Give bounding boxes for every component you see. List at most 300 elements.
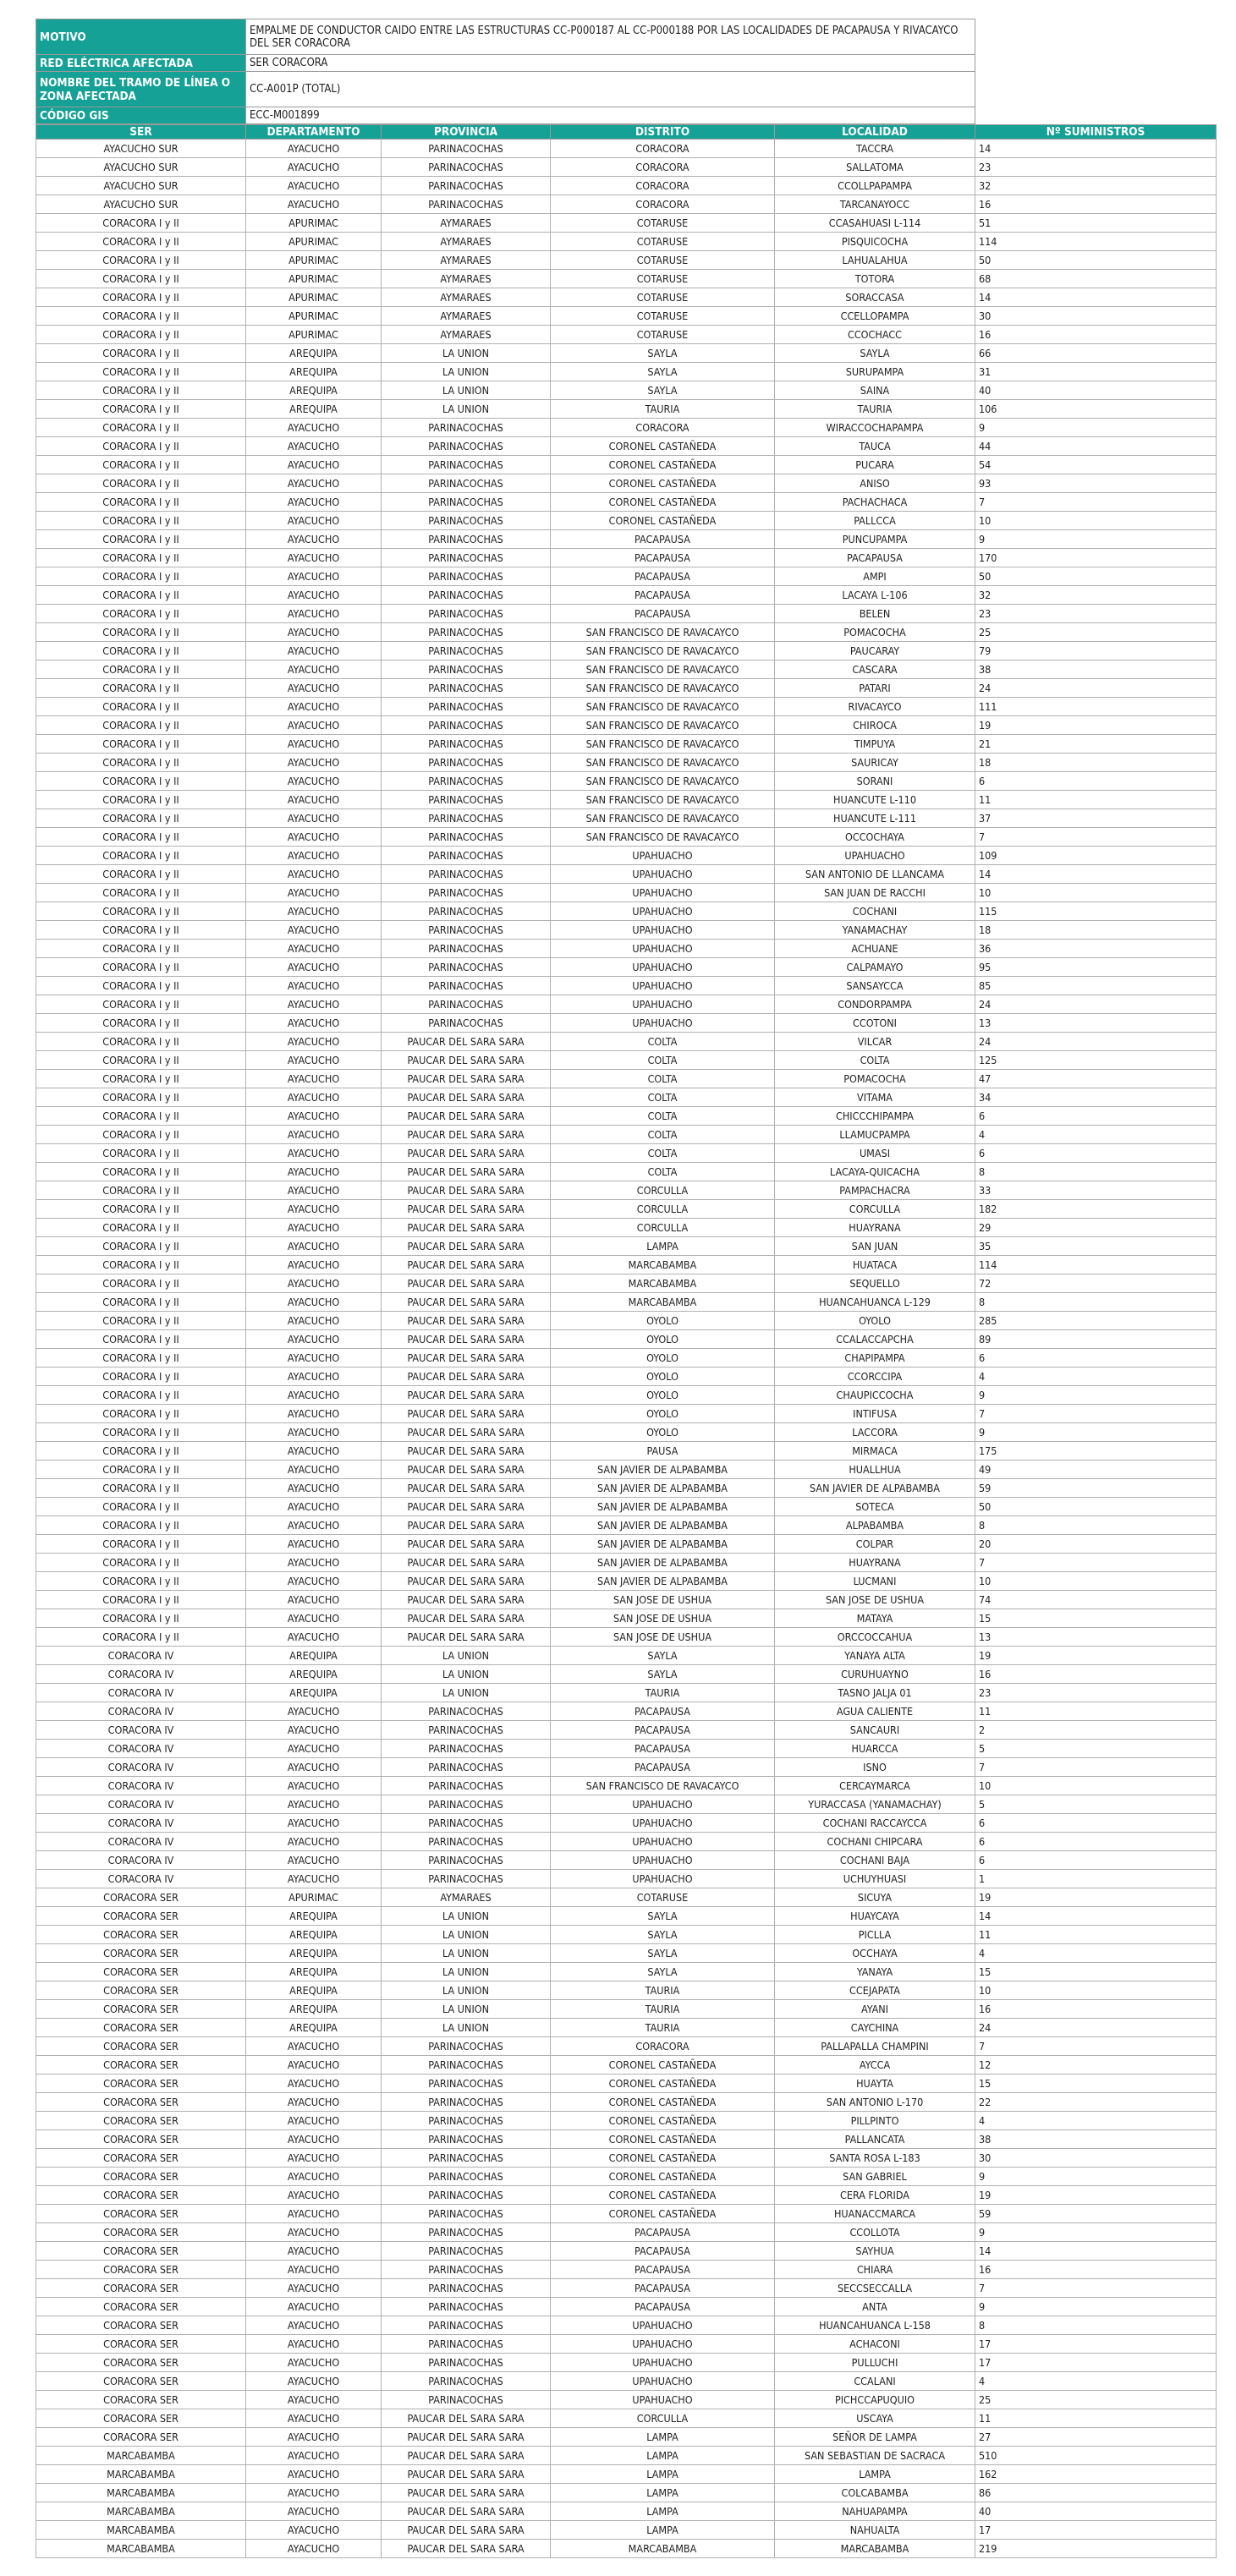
table-row	[36, 1535, 1217, 1554]
cell-ser: CORACORA SER	[36, 2316, 246, 2335]
cell-departamento: APURIMAC	[246, 233, 382, 251]
cell-provincia: AYMARAES	[382, 288, 551, 307]
cell-departamento: AYACUCHO	[246, 474, 382, 493]
cell-provincia: LA UNION	[382, 1647, 551, 1665]
cell-provincia: PAUCAR DEL SARA SARA	[382, 1163, 551, 1181]
cell-distrito: SAYLA	[551, 1944, 775, 1963]
cell-distrito: SAN FRANCISCO DE RAVACAYCO	[551, 772, 775, 791]
table-row	[36, 567, 1217, 586]
cell-provincia: PAUCAR DEL SARA SARA	[382, 1293, 551, 1312]
cell-distrito: SAYLA	[551, 1907, 775, 1926]
cell-distrito: COTARUSE	[551, 326, 775, 344]
cell-departamento: AYACUCHO	[246, 2298, 382, 2316]
cell-distrito: COLTA	[551, 1088, 775, 1107]
cell-ser: MARCABAMBA	[36, 2521, 246, 2540]
info-label: RED ELÉCTRICA AFECTADA	[36, 55, 246, 72]
cell-distrito: PACAPAUSA	[551, 2242, 775, 2261]
cell-suministros: 22	[975, 2093, 1217, 2112]
cell-distrito: UPAHUACHO	[551, 847, 775, 865]
table-row	[36, 791, 1217, 809]
cell-distrito: PACAPAUSA	[551, 1758, 775, 1777]
cell-distrito: UPAHUACHO	[551, 995, 775, 1014]
cell-provincia: PARINACOCHAS	[382, 735, 551, 754]
table-row	[36, 2409, 1217, 2428]
cell-provincia: LA UNION	[382, 400, 551, 419]
cell-suministros: 19	[975, 1647, 1217, 1665]
cell-suministros: 7	[975, 1758, 1217, 1777]
cell-provincia: PAUCAR DEL SARA SARA	[382, 1554, 551, 1572]
cell-departamento: AYACUCHO	[246, 2168, 382, 2186]
table-row	[36, 512, 1217, 530]
cell-suministros: 95	[975, 958, 1217, 977]
info-value: ECC-M001899	[246, 107, 975, 124]
cell-provincia: PAUCAR DEL SARA SARA	[382, 1144, 551, 1163]
cell-provincia: PAUCAR DEL SARA SARA	[382, 1274, 551, 1293]
cell-localidad: TARCANAYOCC	[775, 195, 975, 214]
cell-departamento: AYACUCHO	[246, 1163, 382, 1181]
table-row	[36, 735, 1217, 754]
cell-ser: CORACORA I y II	[36, 1070, 246, 1088]
cell-localidad: LAMPA	[775, 2465, 975, 2484]
cell-ser: CORACORA I y II	[36, 233, 246, 251]
table-row	[36, 233, 1217, 251]
cell-suministros: 109	[975, 847, 1217, 865]
cell-ser: CORACORA SER	[36, 2428, 246, 2447]
cell-departamento: AYACUCHO	[246, 2502, 382, 2521]
table-row	[36, 288, 1217, 307]
table-row	[36, 2502, 1217, 2521]
cell-provincia: PARINACOCHAS	[382, 2223, 551, 2242]
cell-distrito: CORONEL CASTAÑEDA	[551, 2130, 775, 2149]
table-row	[36, 847, 1217, 865]
cell-ser: CORACORA I y II	[36, 642, 246, 660]
cell-localidad: PALLCCA	[775, 512, 975, 530]
cell-distrito: CORCULLA	[551, 1200, 775, 1219]
table-row	[36, 2168, 1217, 2186]
cell-distrito: CORONEL CASTAÑEDA	[551, 2075, 775, 2093]
cell-localidad: MARCABAMBA	[775, 2540, 975, 2558]
cell-suministros: 50	[975, 567, 1217, 586]
cell-departamento: AYACUCHO	[246, 2391, 382, 2409]
cell-distrito: COTARUSE	[551, 251, 775, 270]
cell-provincia: PARINACOCHAS	[382, 2093, 551, 2112]
table-row	[36, 1051, 1217, 1070]
cell-departamento: AYACUCHO	[246, 140, 382, 158]
cell-ser: CORACORA IV	[36, 1758, 246, 1777]
cell-provincia: PARINACOCHAS	[382, 2391, 551, 2409]
cell-suministros: 72	[975, 1274, 1217, 1293]
cell-localidad: SOTECA	[775, 1498, 975, 1516]
cell-distrito: SAN FRANCISCO DE RAVACAYCO	[551, 623, 775, 642]
cell-suministros: 16	[975, 195, 1217, 214]
cell-localidad: SORACCASA	[775, 288, 975, 307]
cell-suministros: 25	[975, 2391, 1217, 2409]
cell-distrito: LAMPA	[551, 2521, 775, 2540]
cell-provincia: PAUCAR DEL SARA SARA	[382, 2447, 551, 2465]
cell-ser: CORACORA I y II	[36, 1274, 246, 1293]
table-row	[36, 2428, 1217, 2447]
cell-distrito: SAN JAVIER DE ALPABAMBA	[551, 1516, 775, 1535]
cell-distrito: UPAHUACHO	[551, 902, 775, 921]
cell-provincia: PARINACOCHAS	[382, 1014, 551, 1033]
cell-provincia: PAUCAR DEL SARA SARA	[382, 2409, 551, 2428]
cell-localidad: HUAYRANA	[775, 1554, 975, 1572]
cell-ser: CORACORA I y II	[36, 1144, 246, 1163]
cell-distrito: PACAPAUSA	[551, 530, 775, 549]
cell-departamento: AYACUCHO	[246, 2428, 382, 2447]
cell-suministros: 4	[975, 1944, 1217, 1963]
cell-provincia: AYMARAES	[382, 1888, 551, 1907]
cell-localidad: YANAMACHAY	[775, 921, 975, 940]
cell-distrito: SAN FRANCISCO DE RAVACAYCO	[551, 642, 775, 660]
info-row	[36, 107, 975, 124]
cell-suministros: 38	[975, 2130, 1217, 2149]
cell-localidad: SAN JAVIER DE ALPABAMBA	[775, 1479, 975, 1498]
cell-ser: CORACORA SER	[36, 1981, 246, 2000]
cell-departamento: AYACUCHO	[246, 2409, 382, 2428]
cell-localidad: COCHANI RACCAYCCA	[775, 1814, 975, 1833]
cell-suministros: 31	[975, 363, 1217, 381]
cell-localidad: CCOCHACC	[775, 326, 975, 344]
cell-distrito: CORONEL CASTAÑEDA	[551, 2205, 775, 2223]
cell-provincia: PARINACOCHAS	[382, 884, 551, 902]
cell-ser: CORACORA I y II	[36, 530, 246, 549]
cell-distrito: TAURIA	[551, 400, 775, 419]
cell-suministros: 125	[975, 1051, 1217, 1070]
cell-provincia: LA UNION	[382, 1963, 551, 1981]
table-row	[36, 902, 1217, 921]
cell-suministros: 10	[975, 1981, 1217, 2000]
cell-localidad: PAMPACHACRA	[775, 1181, 975, 1200]
table-row	[36, 586, 1217, 605]
cell-distrito: PACAPAUSA	[551, 567, 775, 586]
cell-localidad: COCHANI BAJA	[775, 1851, 975, 1870]
cell-distrito: OYOLO	[551, 1367, 775, 1386]
cell-departamento: AYACUCHO	[246, 512, 382, 530]
cell-suministros: 11	[975, 791, 1217, 809]
cell-suministros: 49	[975, 1461, 1217, 1479]
cell-distrito: CORONEL CASTAÑEDA	[551, 2056, 775, 2075]
cell-distrito: SAYLA	[551, 363, 775, 381]
table-row	[36, 195, 1217, 214]
cell-provincia: PAUCAR DEL SARA SARA	[382, 1479, 551, 1498]
table-row	[36, 2279, 1217, 2298]
cell-suministros: 23	[975, 605, 1217, 623]
cell-localidad: PAUCARAY	[775, 642, 975, 660]
cell-suministros: 17	[975, 2521, 1217, 2540]
cell-departamento: AYACUCHO	[246, 1740, 382, 1758]
cell-provincia: PARINACOCHAS	[382, 828, 551, 847]
cell-localidad: COCHANI	[775, 902, 975, 921]
cell-distrito: SAN FRANCISCO DE RAVACAYCO	[551, 735, 775, 754]
cell-localidad: MIRMACA	[775, 1442, 975, 1461]
cell-departamento: AYACUCHO	[246, 1442, 382, 1461]
cell-provincia: PAUCAR DEL SARA SARA	[382, 1033, 551, 1051]
cell-provincia: PARINACOCHAS	[382, 679, 551, 698]
cell-provincia: PARINACOCHAS	[382, 1702, 551, 1721]
cell-distrito: UPAHUACHO	[551, 1870, 775, 1888]
cell-departamento: AYACUCHO	[246, 754, 382, 772]
cell-departamento: AYACUCHO	[246, 1702, 382, 1721]
cell-departamento: AYACUCHO	[246, 1181, 382, 1200]
cell-ser: CORACORA I y II	[36, 474, 246, 493]
cell-localidad: OCCHAYA	[775, 1944, 975, 1963]
table-header-row	[36, 125, 1217, 140]
cell-provincia: LA UNION	[382, 1944, 551, 1963]
cell-distrito: SAYLA	[551, 344, 775, 363]
header-suministros: Nº SUMINISTROS	[975, 125, 1217, 140]
cell-departamento: AYACUCHO	[246, 884, 382, 902]
table-row	[36, 865, 1217, 884]
cell-suministros: 114	[975, 233, 1217, 251]
cell-departamento: AYACUCHO	[246, 549, 382, 567]
table-row	[36, 1777, 1217, 1795]
table-row	[36, 828, 1217, 847]
table-row	[36, 754, 1217, 772]
cell-ser: CORACORA I y II	[36, 660, 246, 679]
cell-provincia: PARINACOCHAS	[382, 2075, 551, 2093]
cell-localidad: SAN ANTONIO DE LLANCAMA	[775, 865, 975, 884]
cell-departamento: AYACUCHO	[246, 977, 382, 995]
cell-localidad: LUCMANI	[775, 1572, 975, 1591]
cell-departamento: AYACUCHO	[246, 2149, 382, 2168]
cell-localidad: PULLUCHI	[775, 2354, 975, 2372]
cell-provincia: PARINACOCHAS	[382, 958, 551, 977]
cell-suministros: 59	[975, 2205, 1217, 2223]
incident-info-table	[36, 19, 975, 124]
cell-suministros: 16	[975, 326, 1217, 344]
cell-ser: CORACORA IV	[36, 1740, 246, 1758]
cell-ser: CORACORA SER	[36, 1944, 246, 1963]
cell-distrito: UPAHUACHO	[551, 940, 775, 958]
cell-distrito: COLTA	[551, 1126, 775, 1144]
cell-departamento: APURIMAC	[246, 307, 382, 326]
cell-ser: CORACORA I y II	[36, 1516, 246, 1535]
cell-ser: CORACORA I y II	[36, 549, 246, 567]
table-row	[36, 1256, 1217, 1274]
cell-localidad: PACAPAUSA	[775, 549, 975, 567]
cell-ser: CORACORA I y II	[36, 270, 246, 288]
info-value: SER CORACORA	[246, 55, 975, 72]
cell-localidad: HUARCCA	[775, 1740, 975, 1758]
table-row	[36, 809, 1217, 828]
cell-suministros: 25	[975, 623, 1217, 642]
cell-distrito: CORACORA	[551, 158, 775, 177]
cell-suministros: 24	[975, 679, 1217, 698]
cell-departamento: AYACUCHO	[246, 2205, 382, 2223]
cell-distrito: UPAHUACHO	[551, 1851, 775, 1870]
cell-departamento: AYACUCHO	[246, 1628, 382, 1647]
table-row	[36, 884, 1217, 902]
cell-distrito: SAYLA	[551, 1926, 775, 1944]
cell-departamento: AYACUCHO	[246, 2354, 382, 2372]
cell-suministros: 24	[975, 1033, 1217, 1051]
cell-ser: CORACORA I y II	[36, 977, 246, 995]
cell-ser: CORACORA I y II	[36, 307, 246, 326]
cell-provincia: LA UNION	[382, 1926, 551, 1944]
cell-localidad: PICHCCAPUQUIO	[775, 2391, 975, 2409]
cell-suministros: 59	[975, 1479, 1217, 1498]
cell-localidad: HUAYRANA	[775, 1219, 975, 1237]
cell-ser: CORACORA SER	[36, 2279, 246, 2298]
cell-suministros: 30	[975, 307, 1217, 326]
cell-distrito: PAUSA	[551, 1442, 775, 1461]
cell-localidad: HUANCAHUANCA L-158	[775, 2316, 975, 2335]
cell-ser: CORACORA I y II	[36, 679, 246, 698]
cell-ser: CORACORA I y II	[36, 437, 246, 456]
cell-provincia: PAUCAR DEL SARA SARA	[382, 2540, 551, 2558]
cell-provincia: PARINACOCHAS	[382, 772, 551, 791]
cell-localidad: HUAYTA	[775, 2075, 975, 2093]
cell-distrito: UPAHUACHO	[551, 977, 775, 995]
cell-departamento: AYACUCHO	[246, 177, 382, 195]
cell-localidad: LLAMUCPAMPA	[775, 1126, 975, 1144]
cell-suministros: 16	[975, 2261, 1217, 2279]
cell-provincia: LA UNION	[382, 1684, 551, 1702]
cell-departamento: AYACUCHO	[246, 809, 382, 828]
cell-suministros: 11	[975, 1702, 1217, 1721]
cell-provincia: PAUCAR DEL SARA SARA	[382, 1386, 551, 1405]
cell-localidad: ANTA	[775, 2298, 975, 2316]
cell-departamento: AREQUIPA	[246, 1684, 382, 1702]
cell-ser: CORACORA I y II	[36, 363, 246, 381]
table-row	[36, 1628, 1217, 1647]
cell-ser: CORACORA IV	[36, 1870, 246, 1888]
cell-departamento: AYACUCHO	[246, 456, 382, 474]
cell-provincia: PAUCAR DEL SARA SARA	[382, 1535, 551, 1554]
cell-suministros: 32	[975, 586, 1217, 605]
cell-departamento: AREQUIPA	[246, 1665, 382, 1684]
info-row	[36, 72, 975, 107]
cell-localidad: PILLPINTO	[775, 2112, 975, 2130]
cell-provincia: PARINACOCHAS	[382, 1777, 551, 1795]
cell-distrito: CORACORA	[551, 419, 775, 437]
cell-localidad: CHIROCA	[775, 716, 975, 735]
table-row	[36, 2205, 1217, 2223]
table-row	[36, 1144, 1217, 1163]
table-row	[36, 1200, 1217, 1219]
table-row	[36, 270, 1217, 288]
cell-ser: CORACORA I y II	[36, 1051, 246, 1070]
cell-suministros: 6	[975, 1349, 1217, 1367]
cell-suministros: 182	[975, 1200, 1217, 1219]
table-row	[36, 344, 1217, 363]
cell-provincia: PAUCAR DEL SARA SARA	[382, 1349, 551, 1367]
cell-ser: CORACORA I y II	[36, 605, 246, 623]
cell-departamento: AYACUCHO	[246, 1033, 382, 1051]
cell-distrito: CORACORA	[551, 140, 775, 158]
cell-localidad: HUANCUTE L-111	[775, 809, 975, 828]
cell-suministros: 30	[975, 2149, 1217, 2168]
cell-localidad: BELEN	[775, 605, 975, 623]
cell-distrito: SAYLA	[551, 1665, 775, 1684]
cell-departamento: AYACUCHO	[246, 2372, 382, 2391]
cell-ser: CORACORA I y II	[36, 214, 246, 233]
cell-provincia: PARINACOCHAS	[382, 1721, 551, 1740]
cell-provincia: PAUCAR DEL SARA SARA	[382, 1330, 551, 1349]
cell-departamento: AYACUCHO	[246, 1014, 382, 1033]
cell-provincia: PAUCAR DEL SARA SARA	[382, 2484, 551, 2502]
cell-localidad: SANTA ROSA L-183	[775, 2149, 975, 2168]
cell-suministros: 7	[975, 2037, 1217, 2056]
table-row	[36, 1833, 1217, 1851]
cell-suministros: 10	[975, 1777, 1217, 1795]
table-row	[36, 1181, 1217, 1200]
cell-ser: CORACORA SER	[36, 2223, 246, 2242]
header-localidad: LOCALIDAD	[775, 125, 975, 140]
cell-distrito: LAMPA	[551, 2465, 775, 2484]
cell-ser: MARCABAMBA	[36, 2502, 246, 2521]
cell-localidad: VILCAR	[775, 1033, 975, 1051]
cell-ser: CORACORA I y II	[36, 1628, 246, 1647]
cell-distrito: UPAHUACHO	[551, 958, 775, 977]
cell-distrito: PACAPAUSA	[551, 2298, 775, 2316]
cell-suministros: 38	[975, 660, 1217, 679]
cell-provincia: AYMARAES	[382, 270, 551, 288]
cell-localidad: SAINA	[775, 381, 975, 400]
cell-distrito: CORONEL CASTAÑEDA	[551, 2112, 775, 2130]
cell-provincia: PARINACOCHAS	[382, 1870, 551, 1888]
cell-distrito: LAMPA	[551, 2447, 775, 2465]
table-row	[36, 177, 1217, 195]
cell-suministros: 13	[975, 1014, 1217, 1033]
cell-departamento: AYACUCHO	[246, 1293, 382, 1312]
cell-distrito: UPAHUACHO	[551, 1014, 775, 1033]
cell-suministros: 24	[975, 2019, 1217, 2037]
cell-provincia: LA UNION	[382, 2000, 551, 2019]
table-row	[36, 1088, 1217, 1107]
cell-localidad: MATAYA	[775, 1609, 975, 1628]
cell-departamento: AYACUCHO	[246, 865, 382, 884]
cell-departamento: AYACUCHO	[246, 921, 382, 940]
cell-departamento: AREQUIPA	[246, 344, 382, 363]
cell-distrito: COTARUSE	[551, 233, 775, 251]
cell-ser: CORACORA I y II	[36, 288, 246, 307]
cell-distrito: UPAHUACHO	[551, 921, 775, 940]
cell-distrito: SAN JAVIER DE ALPABAMBA	[551, 1461, 775, 1479]
cell-departamento: AREQUIPA	[246, 363, 382, 381]
cell-ser: CORACORA I y II	[36, 809, 246, 828]
cell-suministros: 8	[975, 1163, 1217, 1181]
cell-suministros: 8	[975, 1293, 1217, 1312]
cell-localidad: CHAPIPAMPA	[775, 1349, 975, 1367]
cell-localidad: VITAMA	[775, 1088, 975, 1107]
cell-ser: CORACORA SER	[36, 2000, 246, 2019]
cell-localidad: HUAYCAYA	[775, 1907, 975, 1926]
cell-suministros: 6	[975, 772, 1217, 791]
table-row	[36, 1740, 1217, 1758]
cell-ser: CORACORA I y II	[36, 754, 246, 772]
info-label: MOTIVO	[36, 19, 246, 55]
cell-localidad: NAHUALTA	[775, 2521, 975, 2540]
cell-departamento: AYACUCHO	[246, 791, 382, 809]
cell-provincia: LA UNION	[382, 1981, 551, 2000]
cell-suministros: 2	[975, 1721, 1217, 1740]
cell-suministros: 20	[975, 1535, 1217, 1554]
cell-departamento: AYACUCHO	[246, 1312, 382, 1330]
cell-distrito: CORONEL CASTAÑEDA	[551, 474, 775, 493]
cell-ser: CORACORA IV	[36, 1833, 246, 1851]
cell-distrito: MARCABAMBA	[551, 1293, 775, 1312]
cell-provincia: AYMARAES	[382, 326, 551, 344]
cell-distrito: OYOLO	[551, 1312, 775, 1330]
cell-provincia: LA UNION	[382, 381, 551, 400]
table-row	[36, 1293, 1217, 1312]
table-row	[36, 2223, 1217, 2242]
table-row	[36, 660, 1217, 679]
cell-departamento: AYACUCHO	[246, 158, 382, 177]
cell-provincia: PAUCAR DEL SARA SARA	[382, 1498, 551, 1516]
